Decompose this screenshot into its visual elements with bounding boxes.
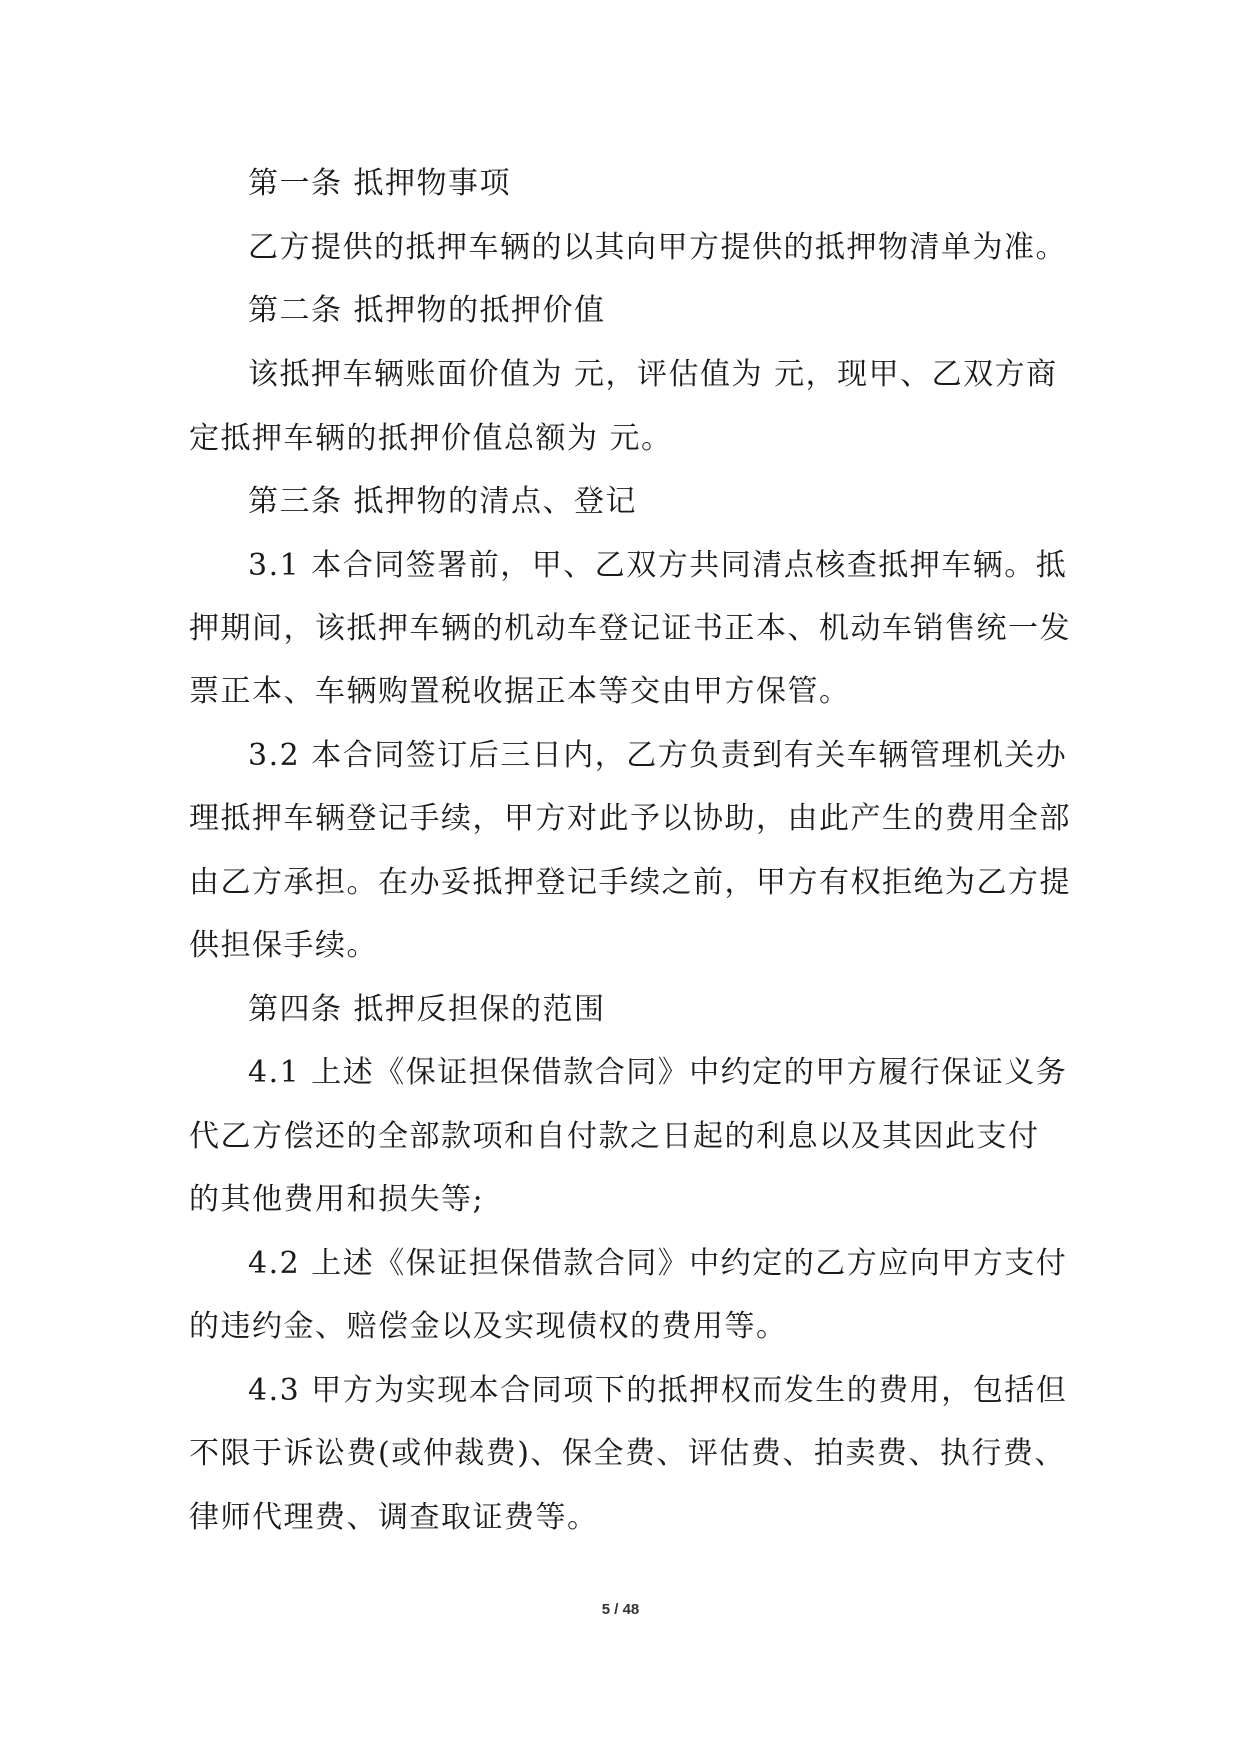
paragraph-line: 押期间，该抵押车辆的机动车登记证书正本、机动车销售统一发 xyxy=(189,611,1071,646)
paragraph-line: 供担保手续。 xyxy=(189,928,378,963)
paragraph-line: 的违约金、赔偿金以及实现债权的费用等。 xyxy=(189,1309,788,1344)
paragraph-line: 该抵押车辆账面价值为 元，评估值为 元，现甲、乙双方商 xyxy=(248,357,1058,392)
article-heading: 第三条 抵押物的清点、登记 xyxy=(248,484,638,519)
article-heading: 第四条 抵押反担保的范围 xyxy=(248,992,606,1027)
paragraph-line: 由乙方承担。在办妥抵押登记手续之前，甲方有权拒绝为乙方提 xyxy=(189,865,1071,900)
paragraph-line: 理抵押车辆登记手续，甲方对此予以协助，由此产生的费用全部 xyxy=(189,801,1071,836)
paragraph-line: 3.2 本合同签订后三日内，乙方负责到有关车辆管理机关办 xyxy=(248,738,1068,773)
paragraph-line: 的其他费用和损失等; xyxy=(189,1182,485,1217)
paragraph-line: 乙方提供的抵押车辆的以其向甲方提供的抵押物清单为准。 xyxy=(248,230,1067,265)
paragraph-line: 4.3 甲方为实现本合同项下的抵押权而发生的费用，包括但 xyxy=(248,1373,1068,1408)
paragraph-line: 4.1 上述《保证担保借款合同》中约定的甲方履行保证义务 xyxy=(248,1055,1068,1090)
paragraph-line: 3.1 本合同签署前，甲、乙双方共同清点核查抵押车辆。抵 xyxy=(248,548,1068,583)
paragraph-line: 代乙方偿还的全部款项和自付款之日起的利息以及其因此支付 xyxy=(189,1119,1040,1154)
article-heading: 第一条 抵押物事项 xyxy=(248,166,512,201)
page-number: 5 / 48 xyxy=(601,1601,640,1618)
paragraph-line: 票正本、车辆购置税收据正本等交由甲方保管。 xyxy=(189,674,851,709)
paragraph-line: 4.2 上述《保证担保借款合同》中约定的乙方应向甲方支付 xyxy=(248,1246,1068,1281)
paragraph-line: 定抵押车辆的抵押价值总额为 元。 xyxy=(189,421,673,456)
article-heading: 第二条 抵押物的抵押价值 xyxy=(248,293,606,328)
paragraph-line: 律师代理费、调查取证费等。 xyxy=(189,1500,599,1535)
paragraph-line: 不限于诉讼费(或仲裁费)、保全费、评估费、拍卖费、执行费、 xyxy=(189,1436,1066,1471)
